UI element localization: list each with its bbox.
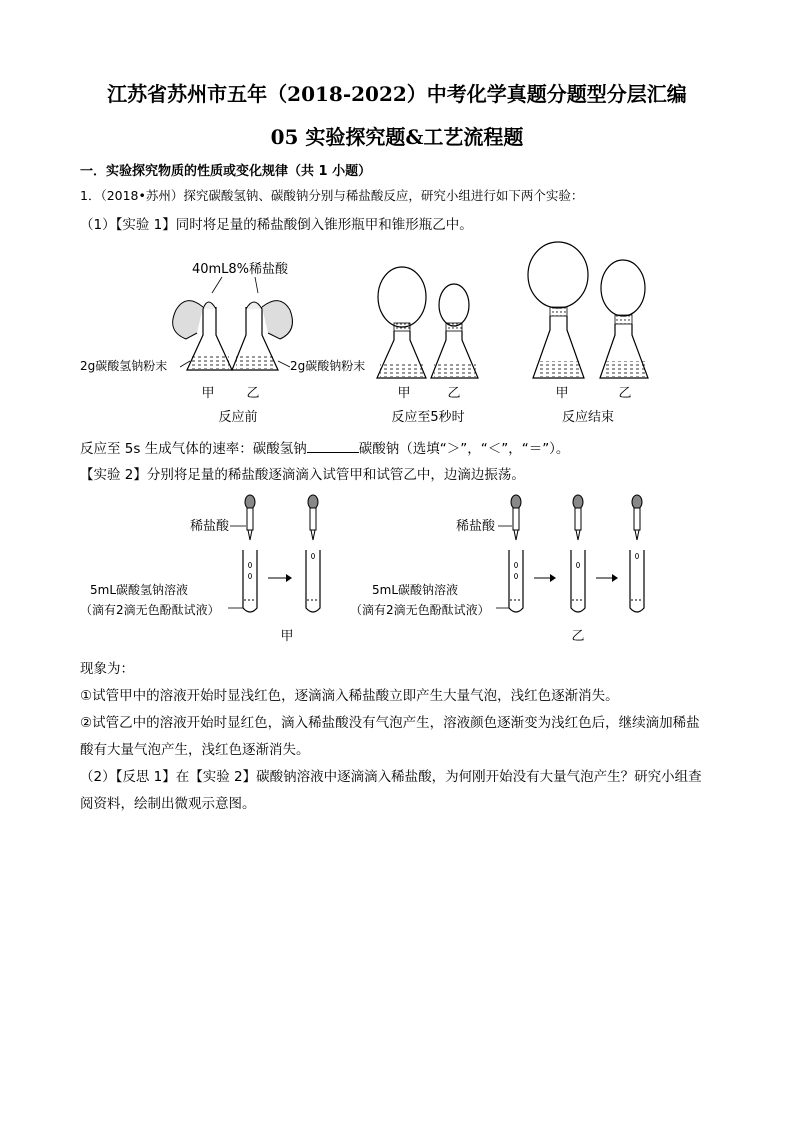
figure-experiment-1: [0, 235, 794, 430]
solution-left-line-2: （滴有2滴无色酚酞试液）: [80, 603, 220, 617]
flask-jia-5s: [377, 267, 426, 378]
dropper-1: [245, 495, 255, 540]
phenomenon-2-line-2: 酸有大量气泡产生，浅红色逐渐消失。: [80, 742, 310, 758]
label-jia-3: 甲: [555, 386, 569, 401]
dropper-2: [308, 495, 318, 540]
rate-text-after: 碳酸钠（选填“＞”，“＜”，“＝”）。: [358, 441, 570, 457]
tube-4: [571, 550, 585, 612]
phenomenon-2-line-1: ②试管乙中的溶液开始时显红色，滴入稀盐酸没有气泡产生，溶液颜色逐渐变为浅红色后，继续滴加稀盐: [80, 715, 700, 731]
tube-3: [509, 550, 523, 612]
rate-text-before: 反应至 5s 生成气体的速率：碳酸氢钠: [80, 441, 307, 457]
rate-question: [80, 437, 569, 457]
powder-label-right: 2g碳酸钠粉末: [290, 359, 366, 373]
stage-before: 反应前: [218, 410, 258, 425]
reflection-line-2: 阅资料，绘制出微观示意图。: [80, 796, 256, 812]
phenomena-label: 现象为：: [80, 661, 134, 677]
flask-yi-5s: [431, 284, 478, 378]
answer-blank[interactable]: [307, 440, 359, 453]
label-yi-3: 乙: [618, 386, 632, 401]
label-yi-fig2: 乙: [571, 629, 585, 644]
solution-right-line-1: 5mL碳酸钠溶液: [372, 583, 459, 597]
flask-jia-before: [173, 301, 232, 370]
powder-label-left: 2g碳酸氢钠粉末: [80, 359, 168, 373]
experiment-2-line: 【实验 2】分别将足量的稀盐酸逐滴滴入试管甲和试管乙中，边滴边振荡。: [80, 467, 525, 483]
tube-1: [243, 550, 257, 612]
question-1-intro: 1．（2018•苏州）探究碳酸氢钠、碳酸钠分别与稀盐酸反应，研究小组进行如下两个实验：: [80, 188, 584, 203]
flask-jia-end: [528, 242, 588, 378]
experiment-1-line: （1）【实验 1】同时将足量的稀盐酸倒入锥形瓶甲和锥形瓶乙中。: [80, 217, 473, 233]
label-jia-1: 甲: [201, 386, 215, 401]
stage-5s: 反应至5秒时: [391, 410, 465, 425]
label-jia-2: 甲: [397, 386, 411, 401]
solution-left-line-1: 5mL碳酸氢钠溶液: [90, 583, 189, 597]
flask-yi-end: [600, 260, 648, 378]
stage-end: 反应结束: [561, 410, 615, 425]
label-jia-fig2: 甲: [280, 629, 294, 644]
figure-experiment-2: [0, 490, 794, 650]
section-heading: 一．实验探究物质的性质或变化规律（共 1 小题）: [80, 164, 372, 179]
flask-yi-before: [232, 301, 292, 370]
solution-right-line-2: （滴有2滴无色酚酞试液）: [350, 603, 490, 617]
phenomenon-1: ①试管甲中的溶液开始时显浅红色，逐滴滴入稀盐酸立即产生大量气泡，浅红色逐渐消失。: [80, 688, 619, 704]
reflection-line-1: （2）【反思 1】在【实验 2】碳酸钠溶液中逐滴滴入稀盐酸，为何刚开始没有大量气泡产生？研究小组查: [80, 769, 702, 785]
tube-2: [306, 550, 320, 612]
title-line-2: 05 实验探究题&工艺流程题: [270, 125, 524, 149]
dropper-3: [511, 495, 521, 540]
dropper-4: [573, 495, 583, 540]
acid-label: 40mL8%稀盐酸: [191, 262, 289, 277]
acid-label-left: 稀盐酸: [190, 519, 230, 534]
title-line-1: 江苏省苏州市五年（2018-2022）中考化学真题分题型分层汇编: [107, 82, 687, 106]
dropper-5: [632, 495, 642, 540]
label-yi-2: 乙: [447, 386, 461, 401]
label-yi-1: 乙: [246, 386, 260, 401]
tube-5: [630, 550, 644, 612]
acid-label-right: 稀盐酸: [456, 519, 496, 534]
